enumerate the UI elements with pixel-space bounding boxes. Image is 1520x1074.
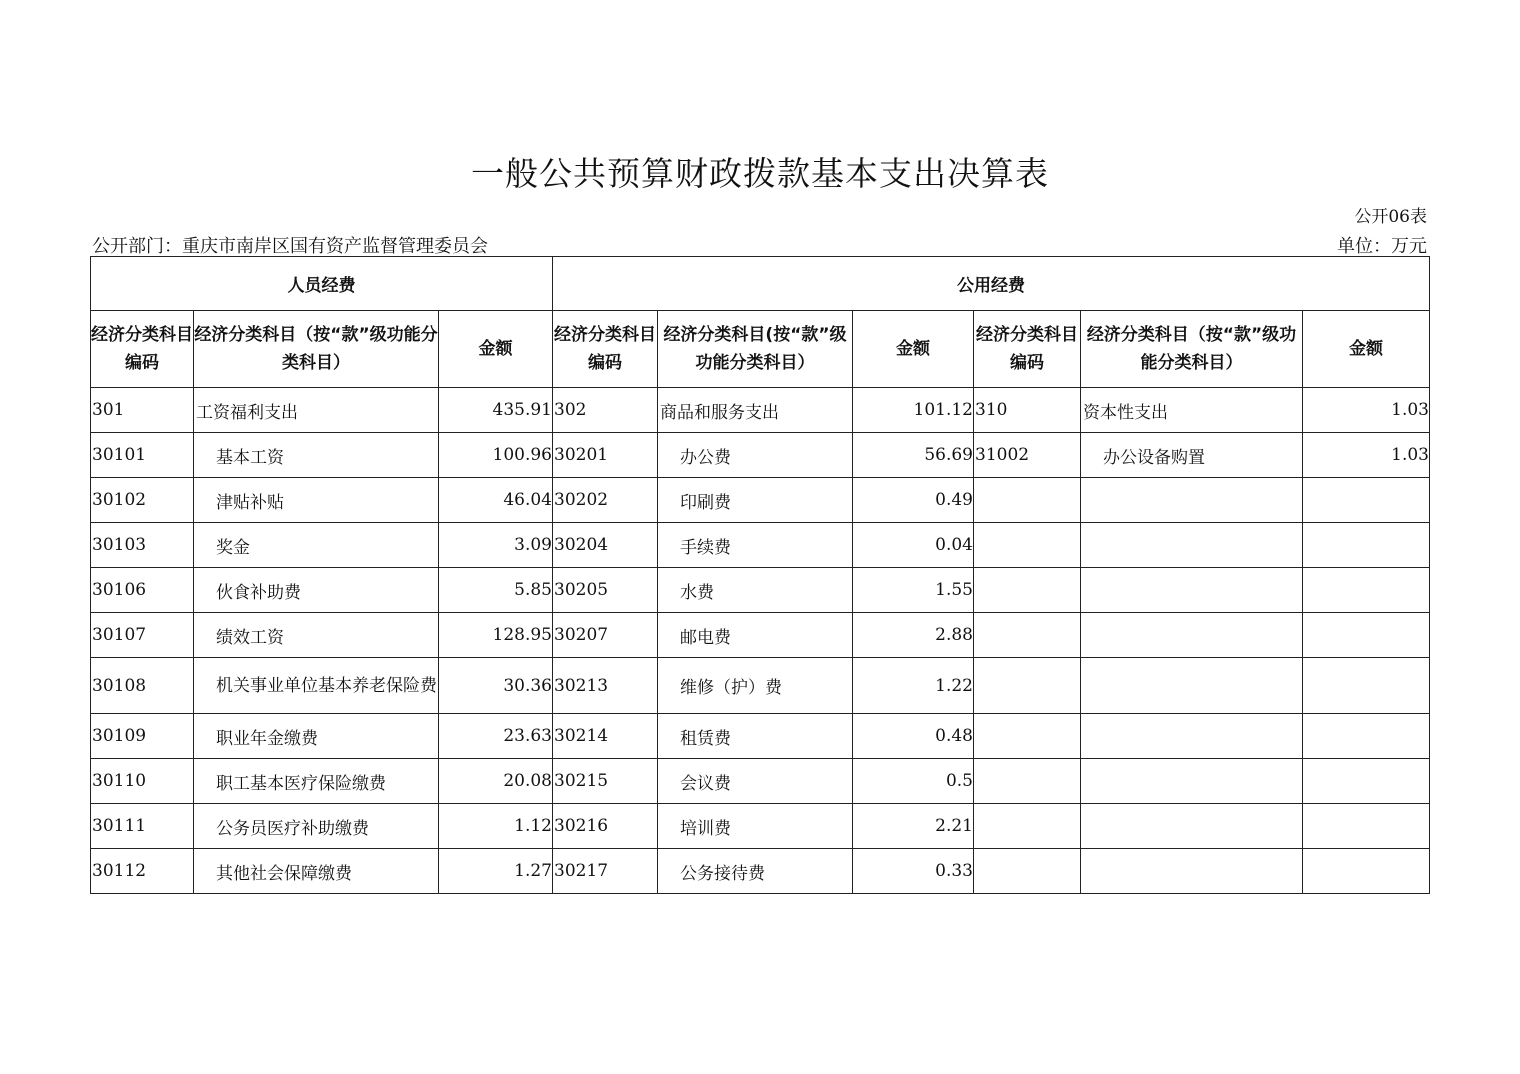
- amount-cell: 46.04: [439, 478, 553, 523]
- amount-cell: [1303, 568, 1430, 613]
- table-row: [91, 759, 1430, 804]
- code-cell: [974, 804, 1081, 849]
- amount-cell: 56.69: [853, 433, 974, 478]
- name-cell: 会议费: [658, 759, 853, 804]
- table-row: [91, 568, 1430, 613]
- name-cell: [194, 658, 439, 714]
- name-cell: 职工基本医疗保险缴费: [194, 759, 439, 804]
- form-number: 公开06表: [1354, 207, 1427, 227]
- amount-cell: 1.55: [853, 568, 974, 613]
- amount-cell: 3.09: [439, 523, 553, 568]
- name-cell: [1081, 759, 1303, 804]
- amount-cell: [1303, 759, 1430, 804]
- code-cell: 31002: [974, 433, 1081, 478]
- name-cell: [1081, 849, 1303, 894]
- amount-cell: [1303, 523, 1430, 568]
- code-cell: 30202: [553, 478, 658, 523]
- amount-cell: 0.49: [853, 478, 974, 523]
- code-cell: 30213: [553, 658, 658, 714]
- amount-cell: 128.95: [439, 613, 553, 658]
- col-amount-2: 金额: [853, 311, 974, 388]
- code-cell: 30110: [91, 759, 194, 804]
- code-cell: [974, 849, 1081, 894]
- col-name-3: 经济分类科目（按“款”级功能分类科目）: [1081, 311, 1303, 388]
- code-cell: 30109: [91, 714, 194, 759]
- amount-cell: 23.63: [439, 714, 553, 759]
- name-cell: 基本工资: [194, 433, 439, 478]
- name-cell: [1081, 714, 1303, 759]
- amount-cell: 100.96: [439, 433, 553, 478]
- department-label: 公开部门：重庆市南岸区国有资产监督管理委员会: [92, 236, 488, 257]
- amount-cell: 1.22: [853, 658, 974, 714]
- group-personnel: 人员经费: [91, 257, 553, 311]
- name-cell: 办公设备购置: [1081, 433, 1303, 478]
- name-cell: [1081, 613, 1303, 658]
- col-amount-1: 金额: [439, 311, 553, 388]
- table-row: [91, 478, 1430, 523]
- amount-cell: 20.08: [439, 759, 553, 804]
- name-cell: [1081, 478, 1303, 523]
- name-cell: 手续费: [658, 523, 853, 568]
- amount-cell: 1.03: [1303, 433, 1430, 478]
- amount-cell: [1303, 849, 1430, 894]
- name-cell: 公务接待费: [658, 849, 853, 894]
- col-amount-3: 金额: [1303, 311, 1430, 388]
- name-cell: 工资福利支出: [194, 388, 439, 433]
- page-title: 一般公共预算财政拨款基本支出决算表: [471, 154, 1049, 193]
- code-cell: [974, 714, 1081, 759]
- name-cell: 公务员医疗补助缴费: [194, 804, 439, 849]
- amount-cell: 1.03: [1303, 388, 1430, 433]
- amount-cell: 2.88: [853, 613, 974, 658]
- code-cell: 302: [553, 388, 658, 433]
- table-row: [91, 804, 1430, 849]
- amount-cell: [1303, 658, 1430, 714]
- amount-cell: 30.36: [439, 658, 553, 714]
- amount-cell: 1.12: [439, 804, 553, 849]
- amount-cell: [1303, 478, 1430, 523]
- table-row: [91, 523, 1430, 568]
- amount-cell: 0.5: [853, 759, 974, 804]
- code-cell: 30106: [91, 568, 194, 613]
- code-cell: 30201: [553, 433, 658, 478]
- name-text: 机关事业单位基本养老保险费: [216, 675, 437, 696]
- col-code-3: 经济分类科目编码: [974, 311, 1081, 388]
- col-name-1: 经济分类科目（按“款”级功能分类科目）: [194, 311, 439, 388]
- name-cell: 邮电费: [658, 613, 853, 658]
- table-row: [91, 613, 1430, 658]
- name-cell: [1081, 658, 1303, 714]
- code-cell: 30108: [91, 658, 194, 714]
- code-cell: [974, 568, 1081, 613]
- name-cell: 资本性支出: [1081, 388, 1303, 433]
- table-row: [91, 714, 1430, 759]
- code-cell: 30207: [553, 613, 658, 658]
- table-row: [91, 388, 1430, 433]
- expenditure-table: [90, 256, 1430, 894]
- name-cell: 津贴补贴: [194, 478, 439, 523]
- table-row: [91, 658, 1430, 714]
- name-cell: 其他社会保障缴费: [194, 849, 439, 894]
- code-cell: 30217: [553, 849, 658, 894]
- col-code-1: 经济分类科目编码: [91, 311, 194, 388]
- amount-cell: 0.48: [853, 714, 974, 759]
- amount-cell: [1303, 804, 1430, 849]
- name-cell: 印刷费: [658, 478, 853, 523]
- code-cell: [974, 759, 1081, 804]
- code-cell: 30216: [553, 804, 658, 849]
- amount-cell: [1303, 714, 1430, 759]
- name-cell: 培训费: [658, 804, 853, 849]
- group-public: 公用经费: [553, 257, 1430, 311]
- name-cell: 水费: [658, 568, 853, 613]
- col-code-2: 经济分类科目编码: [553, 311, 658, 388]
- code-cell: 30101: [91, 433, 194, 478]
- name-cell: 维修（护）费: [658, 658, 853, 714]
- table-row: [91, 433, 1430, 478]
- code-cell: 30204: [553, 523, 658, 568]
- code-cell: 30112: [91, 849, 194, 894]
- code-cell: [974, 613, 1081, 658]
- amount-cell: 0.33: [853, 849, 974, 894]
- name-cell: 奖金: [194, 523, 439, 568]
- name-cell: [1081, 523, 1303, 568]
- amount-cell: 1.27: [439, 849, 553, 894]
- code-cell: 30103: [91, 523, 194, 568]
- code-cell: 30214: [553, 714, 658, 759]
- code-cell: 30111: [91, 804, 194, 849]
- code-cell: 30107: [91, 613, 194, 658]
- name-cell: [1081, 804, 1303, 849]
- name-cell: 商品和服务支出: [658, 388, 853, 433]
- code-cell: 310: [974, 388, 1081, 433]
- code-cell: 30102: [91, 478, 194, 523]
- name-cell: 职业年金缴费: [194, 714, 439, 759]
- name-cell: [1081, 568, 1303, 613]
- amount-cell: 5.85: [439, 568, 553, 613]
- col-name-2: 经济分类科目(按“款”级功能分类科目）: [658, 311, 853, 388]
- name-cell: 绩效工资: [194, 613, 439, 658]
- amount-cell: 0.04: [853, 523, 974, 568]
- code-cell: 30205: [553, 568, 658, 613]
- name-cell: 租赁费: [658, 714, 853, 759]
- code-cell: [974, 478, 1081, 523]
- name-cell: 伙食补助费: [194, 568, 439, 613]
- code-cell: [974, 523, 1081, 568]
- code-cell: 30215: [553, 759, 658, 804]
- code-cell: 301: [91, 388, 194, 433]
- amount-cell: 2.21: [853, 804, 974, 849]
- code-cell: [974, 658, 1081, 714]
- unit-label: 单位：万元: [1337, 236, 1427, 257]
- table-row: [91, 849, 1430, 894]
- amount-cell: [1303, 613, 1430, 658]
- amount-cell: 435.91: [439, 388, 553, 433]
- name-cell: 办公费: [658, 433, 853, 478]
- amount-cell: 101.12: [853, 388, 974, 433]
